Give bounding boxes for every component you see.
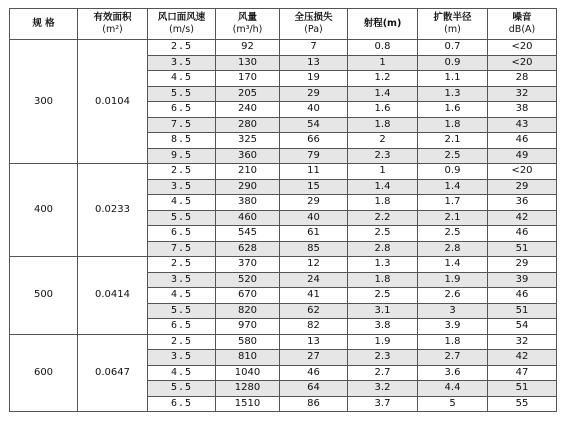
noise-cell: 51 bbox=[488, 303, 557, 319]
diffusion-radius-cell: 1.1 bbox=[418, 71, 488, 87]
face-velocity-cell: 4.5 bbox=[148, 71, 216, 87]
noise-cell: 32 bbox=[488, 86, 557, 102]
pressure-loss-cell: 85 bbox=[280, 241, 348, 257]
header-noise: 噪音 dB(A) bbox=[488, 9, 557, 40]
face-velocity-cell: 6.5 bbox=[148, 396, 216, 412]
pressure-loss-cell: 13 bbox=[280, 334, 348, 350]
airflow-cell: 210 bbox=[216, 164, 280, 180]
diffusion-radius-cell: 4.4 bbox=[418, 381, 488, 397]
pressure-loss-cell: 11 bbox=[280, 164, 348, 180]
airflow-cell: 130 bbox=[216, 55, 280, 71]
spec-size-cell: 400 bbox=[10, 164, 78, 257]
diffusion-radius-cell: 3.6 bbox=[418, 365, 488, 381]
airflow-cell: 820 bbox=[216, 303, 280, 319]
airflow-cell: 1510 bbox=[216, 396, 280, 412]
noise-cell: 29 bbox=[488, 257, 557, 273]
throw-cell: 2.7 bbox=[348, 365, 418, 381]
airflow-cell: 325 bbox=[216, 133, 280, 149]
airflow-cell: 290 bbox=[216, 179, 280, 195]
table-row bbox=[10, 40, 557, 56]
pressure-loss-cell: 41 bbox=[280, 288, 348, 304]
noise-cell: <20 bbox=[488, 40, 557, 56]
diffusion-radius-cell: 2.5 bbox=[418, 148, 488, 164]
noise-cell: <20 bbox=[488, 55, 557, 71]
diffusion-radius-cell: 2.7 bbox=[418, 350, 488, 366]
airflow-cell: 670 bbox=[216, 288, 280, 304]
pressure-loss-cell: 86 bbox=[280, 396, 348, 412]
effective-area-cell: 0.0104 bbox=[78, 40, 148, 164]
diffusion-radius-cell: 2.1 bbox=[418, 210, 488, 226]
face-velocity-cell: 2.5 bbox=[148, 164, 216, 180]
face-velocity-cell: 2.5 bbox=[148, 257, 216, 273]
diffuser-spec-table bbox=[9, 8, 557, 412]
throw-cell: 2.3 bbox=[348, 148, 418, 164]
pressure-loss-cell: 29 bbox=[280, 195, 348, 211]
noise-cell: 42 bbox=[488, 350, 557, 366]
throw-cell: 2.8 bbox=[348, 241, 418, 257]
throw-cell: 1.8 bbox=[348, 272, 418, 288]
noise-cell: 28 bbox=[488, 71, 557, 87]
noise-cell: 49 bbox=[488, 148, 557, 164]
face-velocity-cell: 4.5 bbox=[148, 195, 216, 211]
pressure-loss-cell: 54 bbox=[280, 117, 348, 133]
throw-cell: 2.3 bbox=[348, 350, 418, 366]
pressure-loss-cell: 40 bbox=[280, 210, 348, 226]
face-velocity-cell: 3.5 bbox=[148, 179, 216, 195]
face-velocity-cell: 4.5 bbox=[148, 288, 216, 304]
diffusion-radius-cell: 3.9 bbox=[418, 319, 488, 335]
throw-cell: 2.2 bbox=[348, 210, 418, 226]
throw-cell: 1.4 bbox=[348, 86, 418, 102]
spec-table-container bbox=[9, 8, 556, 412]
airflow-cell: 1280 bbox=[216, 381, 280, 397]
face-velocity-cell: 6.5 bbox=[148, 319, 216, 335]
noise-cell: 54 bbox=[488, 319, 557, 335]
airflow-cell: 520 bbox=[216, 272, 280, 288]
pressure-loss-cell: 29 bbox=[280, 86, 348, 102]
table-row bbox=[10, 257, 557, 273]
pressure-loss-cell: 24 bbox=[280, 272, 348, 288]
throw-cell: 3.1 bbox=[348, 303, 418, 319]
spec-size-cell: 600 bbox=[10, 334, 78, 412]
table-row bbox=[10, 164, 557, 180]
face-velocity-cell: 3.5 bbox=[148, 55, 216, 71]
pressure-loss-cell: 27 bbox=[280, 350, 348, 366]
pressure-loss-cell: 12 bbox=[280, 257, 348, 273]
throw-cell: 1.3 bbox=[348, 257, 418, 273]
header-spec: 规 格 bbox=[10, 9, 78, 40]
header-airflow: 风量 (m³/h) bbox=[216, 9, 280, 40]
airflow-cell: 628 bbox=[216, 241, 280, 257]
diffusion-radius-cell: 0.9 bbox=[418, 55, 488, 71]
airflow-cell: 545 bbox=[216, 226, 280, 242]
noise-cell: 46 bbox=[488, 288, 557, 304]
throw-cell: 3.8 bbox=[348, 319, 418, 335]
face-velocity-cell: 5.5 bbox=[148, 210, 216, 226]
airflow-cell: 170 bbox=[216, 71, 280, 87]
noise-cell: 46 bbox=[488, 133, 557, 149]
diffusion-radius-cell: 0.7 bbox=[418, 40, 488, 56]
throw-cell: 0.8 bbox=[348, 40, 418, 56]
diffusion-radius-cell: 0.9 bbox=[418, 164, 488, 180]
diffusion-radius-cell: 1.4 bbox=[418, 257, 488, 273]
throw-cell: 1.6 bbox=[348, 102, 418, 118]
pressure-loss-cell: 82 bbox=[280, 319, 348, 335]
noise-cell: 38 bbox=[488, 102, 557, 118]
diffusion-radius-cell: 1.6 bbox=[418, 102, 488, 118]
pressure-loss-cell: 62 bbox=[280, 303, 348, 319]
face-velocity-cell: 5.5 bbox=[148, 303, 216, 319]
throw-cell: 2 bbox=[348, 133, 418, 149]
face-velocity-cell: 4.5 bbox=[148, 365, 216, 381]
face-velocity-cell: 8.5 bbox=[148, 133, 216, 149]
diffusion-radius-cell: 2.8 bbox=[418, 241, 488, 257]
airflow-cell: 460 bbox=[216, 210, 280, 226]
spec-size-cell: 300 bbox=[10, 40, 78, 164]
effective-area-cell: 0.0233 bbox=[78, 164, 148, 257]
face-velocity-cell: 6.5 bbox=[148, 102, 216, 118]
face-velocity-cell: 6.5 bbox=[148, 226, 216, 242]
header-diffusion-radius: 扩散半径 (m) bbox=[418, 9, 488, 40]
noise-cell: 29 bbox=[488, 179, 557, 195]
noise-cell: 36 bbox=[488, 195, 557, 211]
pressure-loss-cell: 15 bbox=[280, 179, 348, 195]
airflow-cell: 380 bbox=[216, 195, 280, 211]
face-velocity-cell: 7.5 bbox=[148, 241, 216, 257]
noise-cell: 47 bbox=[488, 365, 557, 381]
face-velocity-cell: 5.5 bbox=[148, 381, 216, 397]
noise-cell: 51 bbox=[488, 381, 557, 397]
pressure-loss-cell: 40 bbox=[280, 102, 348, 118]
throw-cell: 1 bbox=[348, 164, 418, 180]
airflow-cell: 280 bbox=[216, 117, 280, 133]
face-velocity-cell: 7.5 bbox=[148, 117, 216, 133]
pressure-loss-cell: 7 bbox=[280, 40, 348, 56]
noise-cell: 39 bbox=[488, 272, 557, 288]
throw-cell: 1.2 bbox=[348, 71, 418, 87]
diffusion-radius-cell: 1.8 bbox=[418, 117, 488, 133]
effective-area-cell: 0.0414 bbox=[78, 257, 148, 335]
diffusion-radius-cell: 1.8 bbox=[418, 334, 488, 350]
face-velocity-cell: 2.5 bbox=[148, 334, 216, 350]
noise-cell: 42 bbox=[488, 210, 557, 226]
face-velocity-cell: 3.5 bbox=[148, 272, 216, 288]
spec-size-cell: 500 bbox=[10, 257, 78, 335]
diffusion-radius-cell: 1.9 bbox=[418, 272, 488, 288]
noise-cell: <20 bbox=[488, 164, 557, 180]
face-velocity-cell: 3.5 bbox=[148, 350, 216, 366]
diffusion-radius-cell: 2.6 bbox=[418, 288, 488, 304]
airflow-cell: 92 bbox=[216, 40, 280, 56]
throw-cell: 1.8 bbox=[348, 117, 418, 133]
pressure-loss-cell: 46 bbox=[280, 365, 348, 381]
noise-cell: 43 bbox=[488, 117, 557, 133]
noise-cell: 46 bbox=[488, 226, 557, 242]
noise-cell: 32 bbox=[488, 334, 557, 350]
pressure-loss-cell: 19 bbox=[280, 71, 348, 87]
diffusion-radius-cell: 2.5 bbox=[418, 226, 488, 242]
header-total-pressure-loss: 全压损失 (Pa) bbox=[280, 9, 348, 40]
diffusion-radius-cell: 1.3 bbox=[418, 86, 488, 102]
noise-cell: 55 bbox=[488, 396, 557, 412]
face-velocity-cell: 5.5 bbox=[148, 86, 216, 102]
effective-area-cell: 0.0647 bbox=[78, 334, 148, 412]
pressure-loss-cell: 13 bbox=[280, 55, 348, 71]
airflow-cell: 810 bbox=[216, 350, 280, 366]
table-body bbox=[10, 40, 557, 412]
airflow-cell: 205 bbox=[216, 86, 280, 102]
throw-cell: 1.9 bbox=[348, 334, 418, 350]
diffusion-radius-cell: 1.4 bbox=[418, 179, 488, 195]
diffusion-radius-cell: 1.7 bbox=[418, 195, 488, 211]
airflow-cell: 360 bbox=[216, 148, 280, 164]
pressure-loss-cell: 61 bbox=[280, 226, 348, 242]
header-row bbox=[10, 9, 557, 40]
header-throw: 射程(m) bbox=[348, 9, 418, 40]
airflow-cell: 970 bbox=[216, 319, 280, 335]
noise-cell: 51 bbox=[488, 241, 557, 257]
throw-cell: 3.7 bbox=[348, 396, 418, 412]
airflow-cell: 1040 bbox=[216, 365, 280, 381]
pressure-loss-cell: 79 bbox=[280, 148, 348, 164]
face-velocity-cell: 9.5 bbox=[148, 148, 216, 164]
diffusion-radius-cell: 5 bbox=[418, 396, 488, 412]
pressure-loss-cell: 64 bbox=[280, 381, 348, 397]
throw-cell: 1.8 bbox=[348, 195, 418, 211]
pressure-loss-cell: 66 bbox=[280, 133, 348, 149]
header-effective-area: 有效面积 (m²) bbox=[78, 9, 148, 40]
header-face-velocity: 风口面风速 (m/s) bbox=[148, 9, 216, 40]
throw-cell: 1.4 bbox=[348, 179, 418, 195]
diffusion-radius-cell: 2.1 bbox=[418, 133, 488, 149]
throw-cell: 2.5 bbox=[348, 226, 418, 242]
diffusion-radius-cell: 3 bbox=[418, 303, 488, 319]
face-velocity-cell: 2.5 bbox=[148, 40, 216, 56]
throw-cell: 3.2 bbox=[348, 381, 418, 397]
airflow-cell: 370 bbox=[216, 257, 280, 273]
airflow-cell: 580 bbox=[216, 334, 280, 350]
table-row bbox=[10, 334, 557, 350]
airflow-cell: 240 bbox=[216, 102, 280, 118]
throw-cell: 1 bbox=[348, 55, 418, 71]
throw-cell: 2.5 bbox=[348, 288, 418, 304]
